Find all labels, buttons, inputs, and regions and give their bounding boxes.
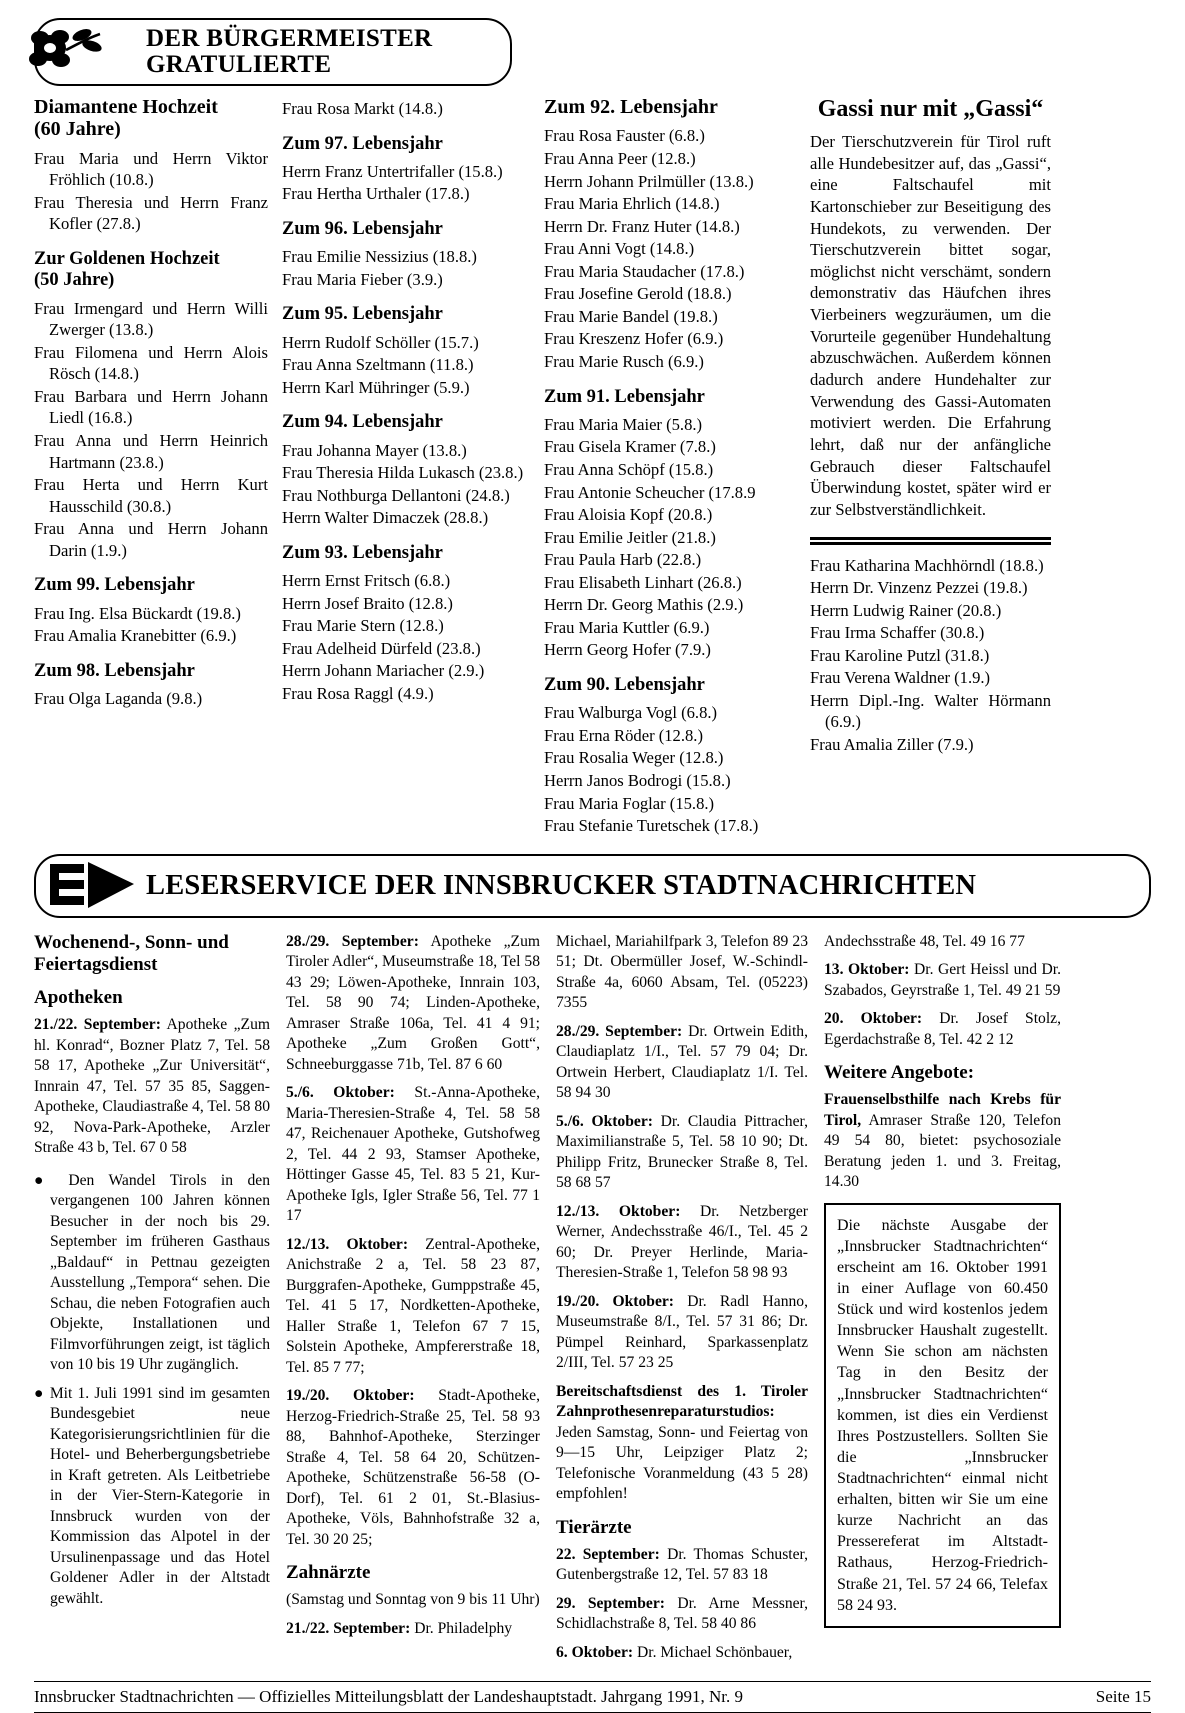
list-item: Frau Anna und Herrn Heinrich Hartmann (23.8.) bbox=[34, 430, 268, 472]
bottom-column-4 bbox=[824, 932, 1061, 1672]
list-item: Frau Stefanie Turetschek (17.8.) bbox=[544, 816, 759, 836]
article-title-gassi: Gassi nur mit „Gassi“ bbox=[817, 96, 1044, 122]
list-item: Frau Katharina Machhörndl (18.8.) bbox=[810, 555, 1044, 575]
list-item: Frau Antonie Scheucher (17.8.9 bbox=[544, 482, 756, 502]
list-item: Herrn Dr. Vinzenz Pezzei (19.8.) bbox=[810, 578, 1028, 598]
paragraph-apotheken-2122: 21./22. September: Apotheke „Zum hl. Konrad“, Bozner Platz 7, Tel. 58 58 17, Apotheke „Zur Universität“, Innrain 47, Tel. 57 35 85, Saggen-Apotheke, Claudiastraße 4, Tel. 58 80 92, Nova-Park-Apotheke, Arzler Straße 43 b, Tel. 67 0 58 bbox=[34, 1016, 271, 1157]
heading-96-lebensjahr: Zum 96. Lebensjahr bbox=[282, 218, 443, 239]
list-item: Herrn Karl Mühringer (5.9.) bbox=[282, 377, 470, 397]
list-item: Frau Marie Bandel (19.8.) bbox=[544, 306, 718, 326]
bottom-column-2 bbox=[286, 932, 556, 1672]
banner-title-line1: DER BÜRGERMEISTER bbox=[146, 24, 433, 52]
list-item: Frau Walburga Vogl (6.8.) bbox=[544, 703, 718, 723]
footer-page-number: Seite 15 bbox=[1095, 1687, 1151, 1707]
list-item: Herrn Franz Untertrifaller (15.8.) bbox=[282, 161, 503, 181]
heading-94-lebensjahr: Zum 94. Lebensjahr bbox=[282, 412, 443, 433]
list-item: Herrn Johann Mariacher (2.9.) bbox=[282, 661, 485, 681]
heading-diamantene-hochzeit bbox=[34, 96, 268, 141]
list-item: Frau Marie Stern (12.8.) bbox=[282, 616, 444, 636]
divider-top bbox=[810, 537, 1051, 540]
heading-90-lebensjahr: Zum 90. Lebensjahr bbox=[544, 675, 705, 696]
section-banner-leserservice bbox=[34, 854, 1151, 918]
list-item: Frau Filomena und Herrn Alois Rösch (14.8.) bbox=[34, 342, 268, 384]
article-body-gassi: Der Tierschutzverein für Tirol ruft alle Hundebesitzer auf, das „Gassi“, eine Faltschaufel mit Kartonschieber zur Beseitigung des Hundekots, zu verwenden. Der Tierschutzverein bittet sogar, möglichst nicht verschämt, sondern demonstrativ das Häufchen ihres Vierbeiners wegzuräumen, um die Vorurteile gegenüber Hundehaltung abzuschwächen. Außerdem können dadurch andere Hundehalter zur Verwendung des Gassi-Automaten motiviert werden. Die Erfahrung lehrt, daß nur der anfängliche Gebrauch dieser Faltschaufel Überwindung kostet, später wird er zur Selbstverständlichkeit. bbox=[810, 132, 1051, 519]
bottom-column-1 bbox=[34, 932, 286, 1672]
paragraph-zahnaerzte-2122: 21./22. September: Dr. Philadelphy bbox=[286, 1619, 513, 1637]
list-item: Frau Maria Maier (5.8.) bbox=[544, 414, 703, 434]
paragraph-bereitschaftsdienst: Bereitschaftsdienst des 1. Tiroler Zahnprothesenreparaturstudios: Jeden Samstag, Sonn- und Feiertag von 9—15 Uhr, Leipziger Platz 2; Telefonische Voranmeldung (43 5 28) empfohlen! bbox=[556, 1382, 808, 1503]
heading-apotheken: Apotheken bbox=[34, 987, 123, 1009]
paragraph-tieraerzte-13: 13. Oktober: Dr. Gert Heissl und Dr. Szabados, Geyrstraße 1, Tel. 49 21 59 bbox=[824, 961, 1061, 999]
list-item: Frau Karoline Putzl (31.8.) bbox=[810, 645, 990, 665]
paragraph-zahnaerzte-2829: 28./29. September: Dr. Ortwein Edith, Claudiaplatz 1/I., Tel. 57 79 04; Dr. Ortwein Herbert, Claudiaplatz 1/I. Tel. 58 94 30 bbox=[556, 1022, 809, 1102]
leserservice-title: LESERSERVICE DER INNSBRUCKER STADTNACHRICHTEN bbox=[146, 869, 977, 901]
heading-line1: Zur Goldenen Hochzeit bbox=[34, 249, 220, 270]
heading-line1: Diamantene Hochzeit bbox=[34, 96, 218, 118]
list-item: Frau Erna Röder (12.8.) bbox=[544, 725, 703, 745]
list-item: Frau Emilie Jeitler (21.8.) bbox=[544, 527, 716, 547]
heading-95-lebensjahr: Zum 95. Lebensjahr bbox=[282, 304, 443, 325]
list-item: Frau Anna Schöpf (15.8.) bbox=[544, 459, 714, 479]
paragraph-frauenselbsthilfe: Frauenselbsthilfe nach Krebs für Tirol, Amraser Straße 120, Telefon 49 54 80, bietet: psychosoziale Beratung jeden 1. und 3. Freitag, 14.30 bbox=[824, 1091, 1061, 1191]
list-item: Frau Rosa Markt (14.8.) bbox=[282, 99, 443, 118]
heading-weitere-angebote: Weitere Angebote: bbox=[824, 1062, 975, 1084]
list-item: Herrn Josef Braito (12.8.) bbox=[282, 593, 453, 613]
banner-title bbox=[146, 26, 432, 79]
list-item: Frau Maria Staudacher (17.8.) bbox=[544, 261, 745, 281]
list-item: Frau Gisela Kramer (7.8.) bbox=[544, 437, 716, 457]
top-columns bbox=[34, 96, 1151, 838]
paragraph-apotheken-1920: 19./20. Oktober: Stadt-Apotheke, Herzog-Friedrich-Straße 25, Tel. 58 93 88, Bahnhof-Apotheke, Sterzinger Straße 4, Tel. 58 64 20, Schützen-Apotheke, Schützenstraße 56-58 (O-Dorf), Tel. 61 2 01, St.-Blasius-Apotheke, Völs, Bahnhofstraße 32 a, Tel. 30 20 25; bbox=[286, 1387, 541, 1548]
list-item: Herrn Dr. Georg Mathis (2.9.) bbox=[544, 595, 744, 615]
list-item: Herrn Georg Hofer (7.9.) bbox=[544, 640, 711, 660]
list-item: Frau Maria Kuttler (6.9.) bbox=[544, 617, 710, 637]
list-item: Frau Adelheid Dürfeld (23.8.) bbox=[282, 638, 481, 658]
list-item: Frau Marie Rusch (6.9.) bbox=[544, 352, 704, 372]
list-item: Frau Rosa Fauster (6.8.) bbox=[544, 126, 705, 146]
list-item: Herrn Johann Prilmüller (13.8.) bbox=[544, 171, 754, 191]
paragraph-zahnaerzte-cont: Michael, Mariahilfpark 3, Telefon 89 23 51; Dt. Obermüller Josef, W.-Schindl-Straße 4a, 6060 Absam, Tel. (05223) 7355 bbox=[556, 932, 808, 1012]
list-item: Herrn Dr. Franz Huter (14.8.) bbox=[544, 216, 740, 236]
divider-bottom bbox=[810, 542, 1051, 545]
list-item: Frau Barbara und Herrn Johann Liedl (16.8.) bbox=[34, 386, 268, 428]
paragraph-kategorisierung: ● Mit 1. Juli 1991 sind im gesamten Bundesgebiet neue Kategorisierungsrichtlinien für die Hotel- und Beherbergungsbetriebe in Kraft getreten. Als Leitbetriebe in der Vier-Stern-Kategorie in Innsbruck wurden von der Kommission das Alpotel in der Ursulinenpassage und das Hotel Goldener Adler in der Altstadt gewählt. bbox=[34, 1384, 270, 1607]
list-item: Frau Amalia Kranebitter (6.9.) bbox=[34, 626, 237, 646]
column-2 bbox=[282, 96, 544, 838]
bottom-column-3 bbox=[556, 932, 824, 1672]
heading-line2: Feiertagsdienst bbox=[34, 954, 158, 976]
heading-98-lebensjahr: Zum 98. Lebensjahr bbox=[34, 660, 195, 681]
list-item: Herrn Dipl.-Ing. Walter Hörmann (6.9.) bbox=[810, 690, 1051, 732]
list-item: Frau Emilie Nessizius (18.8.) bbox=[282, 247, 477, 267]
list-item: Frau Anna und Herrn Johann Darin (1.9.) bbox=[34, 519, 268, 560]
footer bbox=[34, 1687, 1151, 1707]
list-item: Frau Amalia Ziller (7.9.) bbox=[810, 735, 974, 755]
column-1 bbox=[34, 96, 282, 838]
list-item: Frau Hertha Urthaler (17.8.) bbox=[282, 184, 470, 204]
flower-logo-icon bbox=[22, 18, 112, 84]
list-item: Frau Paula Harb (22.8.) bbox=[544, 550, 702, 570]
banner-title-line2: GRATULIERTE bbox=[146, 51, 332, 78]
list-item: Frau Irmengard und Herrn Willi Zwerger (13.8.) bbox=[34, 298, 268, 340]
paragraph-tempora: ● Den Wandel Tirols in den vergangenen 100 Jahren können Besucher in der noch bis 29. September im früheren Gasthaus „Baldauf“ in Pettnau gezeigten Ausstellung „Tempora“ sehen. Die Schau, die neben Fotografien auch Objekte, Installationen und Filmvorführungen zeigt, ist täglich von 10 bis 19 Uhr zugänglich. bbox=[34, 1171, 270, 1374]
list-item: Frau Johanna Mayer (13.8.) bbox=[282, 440, 467, 460]
list-item: Herrn Rudolf Schöller (15.7.) bbox=[282, 332, 479, 352]
list-item: Frau Olga Laganda (9.8.) bbox=[34, 688, 203, 708]
list-item: Frau Elisabeth Linhart (26.8.) bbox=[544, 572, 742, 592]
section-banner-buergermeister bbox=[34, 18, 512, 86]
list-item: Frau Rosa Raggl (4.9.) bbox=[282, 683, 434, 703]
pencil-icon bbox=[42, 858, 142, 914]
list-item: Herrn Ludwig Rainer (20.8.) bbox=[810, 600, 1002, 620]
list-item: Frau Maria Ehrlich (14.8.) bbox=[544, 194, 720, 214]
list-item: Frau Ing. Elsa Bückardt (19.8.) bbox=[34, 603, 241, 623]
paragraph-apotheken-1213: 12./13. Oktober: Zentral-Apotheke, Anichstraße 2 a, Tel. 58 23 87, Burggrafen-Apotheke, Gumppstraße 45, Tel. 41 5 17, Nordketten-Apotheke, Haller Straße 1, Telefon 67 7 15, Solstein Apotheke, Ampfererstraße 18, Tel. 85 7 77; bbox=[286, 1235, 541, 1376]
list-item: Frau Anna Szeltmann (11.8.) bbox=[282, 355, 474, 375]
paragraph-tieraerzte-22: 22. September: Dr. Thomas Schuster, Gutenbergstraße 12, Tel. 57 83 18 bbox=[556, 1545, 809, 1584]
list-item: Frau Rosalia Weger (12.8.) bbox=[544, 748, 724, 768]
heading-line2: (60 Jahre) bbox=[34, 118, 121, 141]
list-item: Frau Theresia Hilda Lukasch (23.8.) bbox=[282, 463, 524, 483]
paragraph-tieraerzte-cont: Andechsstraße 48, Tel. 49 16 77 bbox=[824, 932, 1025, 950]
list-item: Frau Maria Fieber (3.9.) bbox=[282, 269, 443, 289]
bottom-columns bbox=[34, 932, 1151, 1672]
heading-line1: Wochenend-, Sonn- und bbox=[34, 931, 229, 953]
heading-93-lebensjahr: Zum 93. Lebensjahr bbox=[282, 542, 443, 563]
list-item: Frau Nothburga Dellantoni (24.8.) bbox=[282, 485, 510, 505]
list-item: Frau Josefine Gerold (18.8.) bbox=[544, 284, 732, 304]
list-item: Frau Anna Peer (12.8.) bbox=[544, 148, 696, 168]
paragraph-zahnaerzte-1213: 12./13. Oktober: Dr. Netzberger Werner, Andechsstraße 46/I., Tel. 45 2 60; Dr. Preyer Herlinde, Maria-Theresien-Straße 1, Telefon 58 98 93 bbox=[556, 1202, 808, 1282]
list-item: Frau Theresia und Herrn Franz Kofler (27.8.) bbox=[34, 192, 268, 234]
list-item: Frau Aloisia Kopf (20.8.) bbox=[544, 505, 713, 525]
heading-99-lebensjahr: Zum 99. Lebensjahr bbox=[34, 575, 195, 596]
column-4 bbox=[802, 96, 1051, 838]
list-item: Frau Herta und Herrn Kurt Hausschild (30.8.) bbox=[34, 475, 268, 516]
heading-92-lebensjahr: Zum 92. Lebensjahr bbox=[544, 96, 718, 118]
heading-tieraerzte: Tierärzte bbox=[556, 1516, 632, 1538]
heading-goldene-hochzeit bbox=[34, 249, 268, 292]
list-item: Herrn Ernst Fritsch (6.8.) bbox=[282, 571, 451, 591]
heading-line2: (50 Jahre) bbox=[34, 270, 115, 291]
list-item: Frau Maria Foglar (15.8.) bbox=[544, 793, 715, 813]
heading-97-lebensjahr: Zum 97. Lebensjahr bbox=[282, 133, 443, 154]
paragraph-tieraerzte-06: 6. Oktober: Dr. Michael Schönbauer, bbox=[556, 1643, 793, 1661]
heading-zahnaerzte: Zahnärzte bbox=[286, 1562, 371, 1584]
footer-left-text: Innsbrucker Stadtnachrichten — Offizielles Mitteilungsblatt der Landeshauptstadt. Jahrgang 1991, Nr. 9 bbox=[34, 1687, 743, 1707]
column-3 bbox=[544, 96, 802, 838]
paragraph-tieraerzte-29: 29. September: Dr. Arne Messner, Schidlachstraße 8, Tel. 58 40 86 bbox=[556, 1594, 809, 1633]
paragraph-apotheken-2829: 28./29. September: Apotheke „Zum Tiroler Adler“, Museumstraße 18, Tel 58 43 29; Löwen-Apotheke, Innrain 103, Tel. 58 90 74; Linden-Apotheke, Amraser Straße 106a, Tel. 41 4 91; Apotheke „Zum Großen Gott“, Schneeburggasse 71b, Tel. 87 6 60 bbox=[286, 932, 541, 1073]
list-item: Frau Irma Schaffer (30.8.) bbox=[810, 623, 985, 643]
footer-divider-top bbox=[34, 1681, 1151, 1682]
list-item: Frau Maria und Herrn Viktor Fröhlich (10.8.) bbox=[34, 148, 268, 190]
list-item: Frau Anni Vogt (14.8.) bbox=[544, 239, 695, 259]
list-item: Herrn Janos Bodrogi (15.8.) bbox=[544, 770, 731, 790]
paragraph-zahnaerzte-1920: 19./20. Oktober: Dr. Radl Hanno, Museumstraße 8/I., Tel. 57 31 86; Dr. Pümpel Reinhard, Sparkassenplatz 2/III, Tel. 57 23 25 bbox=[556, 1292, 808, 1372]
heading-91-lebensjahr: Zum 91. Lebensjahr bbox=[544, 386, 705, 407]
paragraph-apotheken-0506: 5./6. Oktober: St.-Anna-Apotheke, Maria-Theresien-Straße 4, Tel. 58 58 47, Reichenauer Apotheke, Gutshofweg 2, Tel. 44 2 93, Stamser Apotheke, Höttinger Gasse 45, Tel. 83 5 21, Kur-Apotheke Igls, Igler Straße 56, Tel. 77 1 17 bbox=[286, 1084, 540, 1225]
list-item: Herrn Walter Dimaczek (28.8.) bbox=[282, 508, 489, 528]
notice-box-naechste-ausgabe: Die nächste Ausgabe der „Innsbrucker Stadtnachrichten“ erscheint am 16. Oktober 1991 in einer Auflage von 60.450 Stück und wird kostenlos jedem Innsbrucker Haushalt zugestellt. Wenn Sie schon am nächsten Tag in den Besitz der „Innsbrucker Stadtnachrichten“ kommen, ist dies ein Verdienst Ihres Postzustellers. Sollten Sie die „Innsbrucker Stadtnachrichten“ einmal nicht erhalten, bitten wir Sie um eine kurze Nachricht an das Pressereferat im Altstadt-Rathaus, Herzog-Friedrich-Straße 21, Tel. 57 24 66, Telefax 58 24 93. bbox=[824, 1203, 1061, 1628]
list-item: Frau Kreszenz Hofer (6.9.) bbox=[544, 329, 724, 349]
paragraph-zahnaerzte-0506: 5./6. Oktober: Dr. Claudia Pittracher, Maximilianstraße 5, Tel. 58 10 90; Dt. Philipp Fritz, Brunecker Straße 8, Tel. 58 68 57 bbox=[556, 1112, 808, 1192]
heading-wochenenddienst bbox=[34, 932, 270, 978]
paragraph-zahnaerzte-zeiten: (Samstag und Sonntag von 9 bis 11 Uhr) bbox=[286, 1591, 540, 1609]
list-item: Frau Verena Waldner (1.9.) bbox=[810, 668, 991, 688]
paragraph-tieraerzte-20: 20. Oktober: Dr. Josef Stolz, Egerdachstraße 8, Tel. 42 2 12 bbox=[824, 1010, 1061, 1048]
